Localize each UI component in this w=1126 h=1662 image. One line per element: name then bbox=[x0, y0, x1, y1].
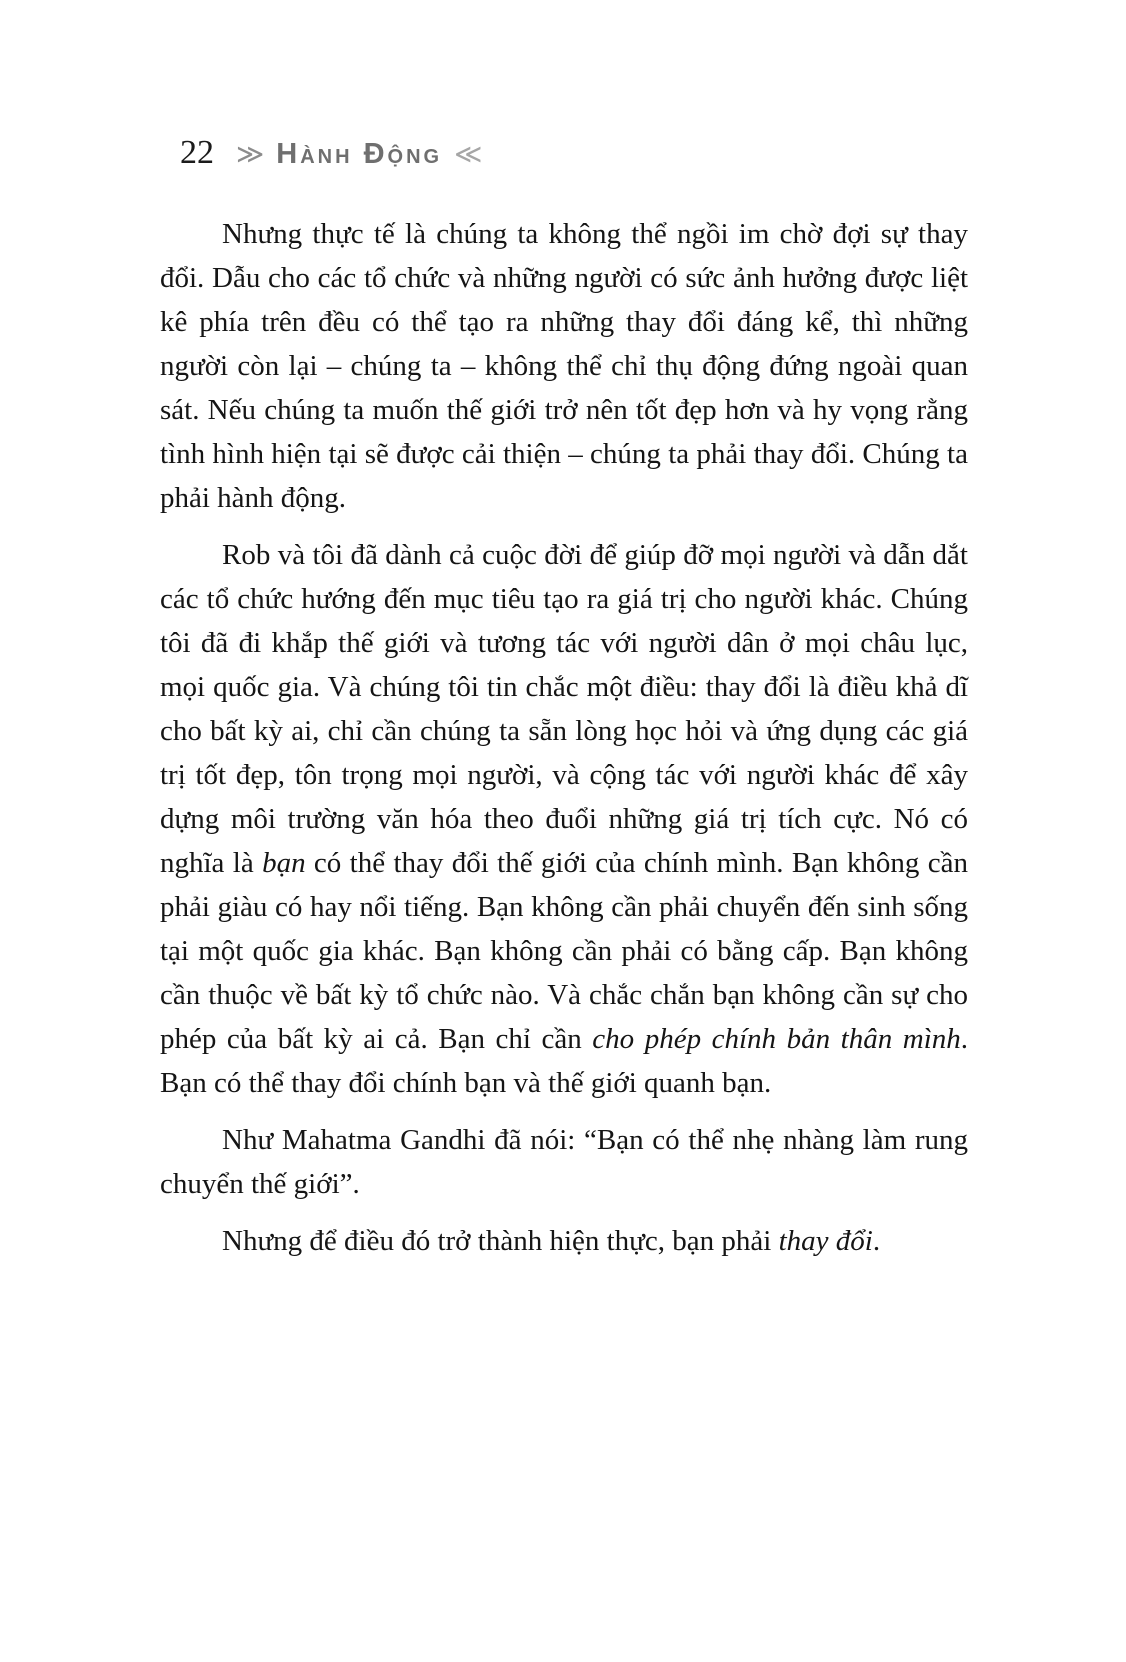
paragraph bbox=[160, 212, 968, 520]
text-run: có thể thay đổi thế giới của chính mình. Bạn không cần phải giàu có hay nổi tiếng. Bạn không cần phải chuyển đến sinh sống tại một quốc gia khác. Bạn không cần phải có bằng cấp. Bạn không cần thuộc về bất kỳ tổ chức nào. Và chắc chắn bạn không cần sự cho phép của bất kỳ ai cả. Bạn chỉ cần bbox=[160, 847, 968, 1055]
body-text bbox=[160, 212, 968, 1276]
double-chevron-right-icon: ≫ bbox=[236, 139, 265, 170]
text-run: . Bạn có thể thay đổi chính bạn và thế giới quanh bạn. bbox=[160, 1023, 968, 1099]
text-run: Nhưng để điều đó trở thành hiện thực, bạn phải bbox=[222, 1225, 779, 1257]
paragraph bbox=[160, 1219, 968, 1263]
chapter-title: Hành Động bbox=[276, 138, 443, 170]
text-run: Rob và tôi đã dành cả cuộc đời để giúp đỡ mọi người và dẫn dắt các tổ chức hướng đến mục tiêu tạo ra giá trị cho người khác. Chúng tôi đã đi khắp thế giới và tương tác với người dân ở mọi châu lục, mọi quốc gia. Và chúng tôi tin chắc một điều: thay đổi là điều khả dĩ cho bất kỳ ai, chỉ cần chúng ta sẵn lòng học hỏi và ứng dụng các giá trị tốt đẹp, tôn trọng mọi người, và cộng tác với người khác để xây dựng môi trường văn hóa theo đuổi những giá trị tích cực. Nó có nghĩa là bbox=[160, 539, 968, 879]
double-chevron-left-icon: ≪ bbox=[454, 139, 483, 170]
page-header bbox=[180, 134, 482, 172]
text-run: Như Mahatma Gandhi đã nói: “Bạn có thể nhẹ nhàng làm rung chuyển thế giới”. bbox=[160, 1124, 968, 1200]
italic-text-run: thay đổi bbox=[778, 1225, 873, 1257]
text-run: Nhưng thực tế là chúng ta không thể ngồi im chờ đợi sự thay đổi. Dẫu cho các tổ chức và những người có sức ảnh hưởng được liệt kê phía trên đều có thể tạo ra những thay đổi đáng kể, thì những người còn lại – chúng ta – không thể chỉ thụ động đứng ngoài quan sát. Nếu chúng ta muốn thế giới trở nên tốt đẹp hơn và hy vọng rằng tình hình hiện tại sẽ được cải thiện – chúng ta phải thay đổi. Chúng ta phải hành động. bbox=[160, 218, 968, 514]
text-run: . bbox=[872, 1225, 881, 1257]
italic-text-run: cho phép chính bản thân mình bbox=[592, 1023, 961, 1055]
page-number: 22 bbox=[180, 134, 214, 171]
paragraph bbox=[160, 533, 968, 1105]
paragraph bbox=[160, 1118, 968, 1206]
italic-text-run: bạn bbox=[262, 847, 306, 879]
